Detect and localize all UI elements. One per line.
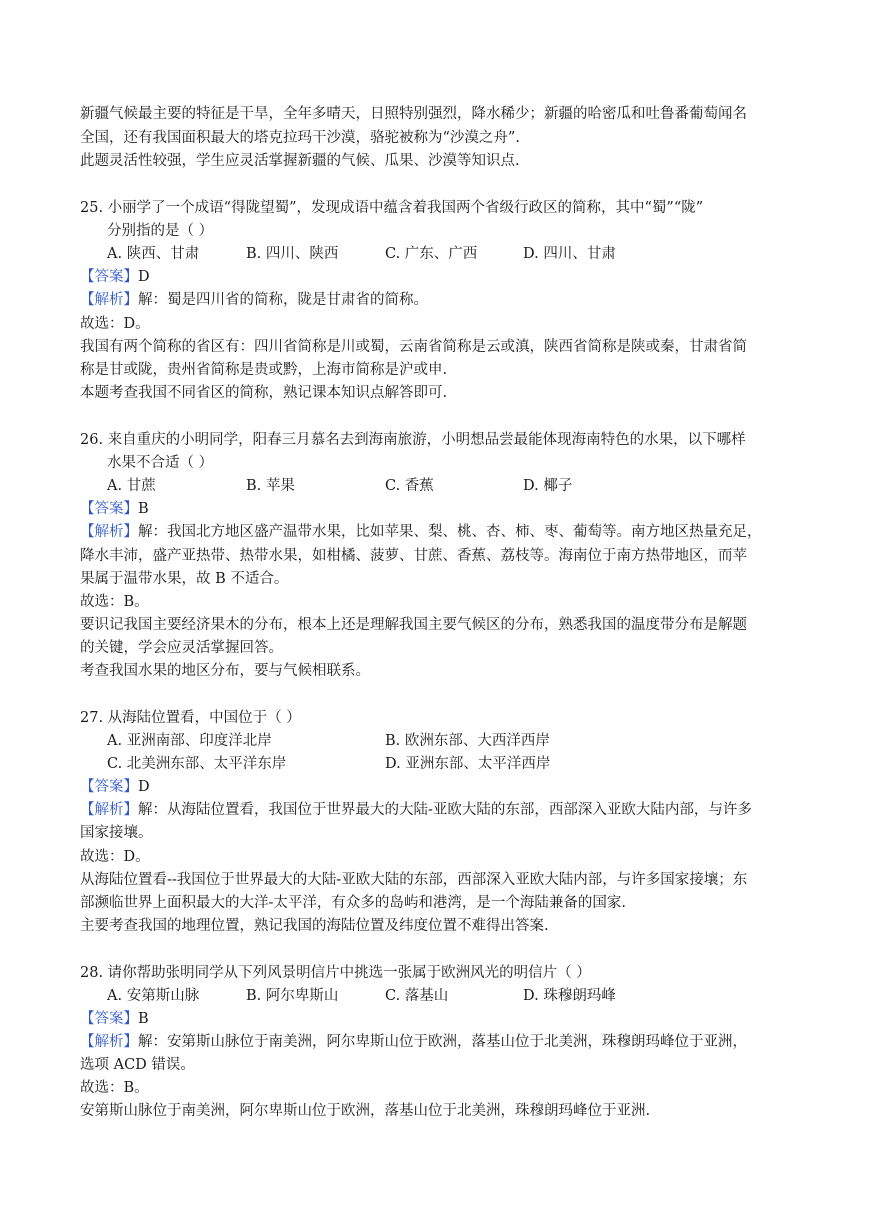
analysis-label: 【解析】 bbox=[80, 292, 138, 308]
option-a: A. 安第斯山脉 bbox=[107, 988, 200, 1004]
note-line: 考查我国水果的地区分布，要与气候相联系。 bbox=[80, 663, 370, 679]
intro-line: 新疆气候最主要的特征是干旱，全年多晴天，日照特别强烈，降水稀少；新疆的哈密瓜和吐鲁番葡萄闻名 bbox=[80, 106, 747, 122]
answer-value: D bbox=[138, 269, 150, 285]
note-line: 称是甘或陇，贵州省简称是贵或黔，上海市简称是沪或申. bbox=[80, 362, 448, 378]
note-line: 从海陆位置看--我国位于世界最大的大陆-亚欧大陆的东部，西部深入亚欧大陆内部，与许多国家接壤；东 bbox=[80, 872, 748, 888]
analysis-line bbox=[80, 799, 752, 821]
answer-label: 【答案】 bbox=[80, 1011, 138, 1027]
question-stem: 25. 小丽学了一个成语“得陇望蜀”，发现成语中蕴含着我国两个省级行政区的简称，其中“蜀”“陇” bbox=[80, 200, 704, 216]
option-b: B. 欧洲东部、大西洋西岸 bbox=[385, 733, 550, 749]
note-line: 主要考查我国的地理位置，熟记我国的海陆位置及纬度位置不难得出答案. bbox=[80, 918, 549, 934]
option-a: A. 甘蔗 bbox=[107, 478, 156, 494]
analysis-line bbox=[80, 1031, 747, 1053]
answer-value: D bbox=[138, 779, 150, 795]
question-stem: 26. 来自重庆的小明同学，阳春三月慕名去到海南旅游，小明想品尝最能体现海南特色的水果，以下哪样 bbox=[80, 432, 746, 448]
analysis-text: 解：安第斯山脉位于南美洲，阿尔卑斯山位于欧洲，落基山位于北美洲，珠穆朗玛峰位于亚洲， bbox=[138, 1034, 747, 1050]
answer-line bbox=[80, 266, 150, 288]
note-line: 故选：B。 bbox=[80, 1080, 149, 1096]
option-c: C. 落基山 bbox=[385, 988, 449, 1004]
analysis-text: 解：蜀是四川省的简称，陇是甘肃省的简称。 bbox=[138, 292, 428, 308]
option-a: A. 亚洲南部、印度洋北岸 bbox=[107, 733, 272, 749]
note-line: 本题考查我国不同省区的简称，熟记课本知识点解答即可. bbox=[80, 385, 448, 401]
answer-line bbox=[80, 776, 150, 798]
analysis-line: 选项 ACD 错误。 bbox=[80, 1057, 195, 1073]
analysis-label: 【解析】 bbox=[80, 524, 138, 540]
note-line: 故选：D。 bbox=[80, 849, 150, 865]
question-stem: 28. 请你帮助张明同学从下列风景明信片中挑选一张属于欧洲风光的明信片（ ） bbox=[80, 965, 591, 981]
question-stem: 分别指的是（ ） bbox=[107, 223, 214, 239]
question-stem: 水果不合适（ ） bbox=[107, 455, 214, 471]
analysis-line: 果属于温带水果，故 B 不适合。 bbox=[80, 571, 289, 587]
option-d: D. 珠穆朗玛峰 bbox=[523, 988, 616, 1004]
option-c: C. 北美洲东部、太平洋东岸 bbox=[107, 756, 287, 772]
answer-label: 【答案】 bbox=[80, 779, 138, 795]
note-line: 要识记我国主要经济果木的分布，根本上还是理解我国主要气候区的分布，熟悉我国的温度带分布是解题 bbox=[80, 617, 747, 633]
analysis-line bbox=[80, 289, 428, 311]
option-c: C. 香蕉 bbox=[385, 478, 434, 494]
option-d: D. 四川、甘肃 bbox=[523, 246, 616, 262]
answer-label: 【答案】 bbox=[80, 501, 138, 517]
intro-line: 全国，还有我国面积最大的塔克拉玛干沙漠，骆驼被称为“沙漠之舟”. bbox=[80, 130, 520, 146]
option-b: B. 阿尔卑斯山 bbox=[246, 988, 339, 1004]
note-line: 故选：B。 bbox=[80, 594, 149, 610]
answer-line bbox=[80, 498, 149, 520]
analysis-line bbox=[80, 521, 762, 543]
option-c: C. 广东、广西 bbox=[385, 246, 478, 262]
analysis-text: 解：从海陆位置看，我国位于世界最大的大陆-亚欧大陆的东部，西部深入亚欧大陆内部，与许多 bbox=[138, 802, 752, 818]
option-b: B. 苹果 bbox=[246, 478, 295, 494]
option-b: B. 四川、陕西 bbox=[246, 246, 339, 262]
analysis-label: 【解析】 bbox=[80, 802, 138, 818]
option-a: A. 陕西、甘肃 bbox=[107, 246, 200, 262]
answer-value: B bbox=[138, 501, 149, 517]
answer-label: 【答案】 bbox=[80, 269, 138, 285]
note-line: 的关键，学会应灵活掌握回答。 bbox=[80, 640, 283, 656]
answer-line bbox=[80, 1008, 149, 1030]
analysis-text: 解：我国北方地区盛产温带水果，比如苹果、梨、桃、杏、柿、枣、葡萄等。南方地区热量充足， bbox=[138, 524, 762, 540]
analysis-line: 降水丰沛，盛产亚热带、热带水果，如柑橘、菠萝、甘蔗、香蕉、荔枝等。海南位于南方热带地区，而苹 bbox=[80, 548, 747, 564]
analysis-line: 国家接壤。 bbox=[80, 825, 153, 841]
note-line: 故选：D。 bbox=[80, 316, 150, 332]
question-stem: 27. 从海陆位置看，中国位于（ ） bbox=[80, 710, 301, 726]
answer-value: B bbox=[138, 1011, 149, 1027]
option-d: D. 椰子 bbox=[523, 478, 573, 494]
note-line: 我国有两个简称的省区有：四川省简称是川或蜀，云南省简称是云或滇，陕西省简称是陕或秦，甘肃省简 bbox=[80, 339, 747, 355]
analysis-label: 【解析】 bbox=[80, 1034, 138, 1050]
option-d: D. 亚洲东部、太平洋西岸 bbox=[385, 756, 551, 772]
note-line: 部濒临世界上面积最大的大洋-太平洋，有众多的岛屿和港湾，是一个海陆兼备的国家. bbox=[80, 895, 627, 911]
note-line: 安第斯山脉位于南美洲，阿尔卑斯山位于欧洲，落基山位于北美洲，珠穆朗玛峰位于亚洲. bbox=[80, 1103, 651, 1119]
intro-line: 此题灵活性较强，学生应灵活掌握新疆的气候、瓜果、沙漠等知识点. bbox=[80, 153, 520, 169]
